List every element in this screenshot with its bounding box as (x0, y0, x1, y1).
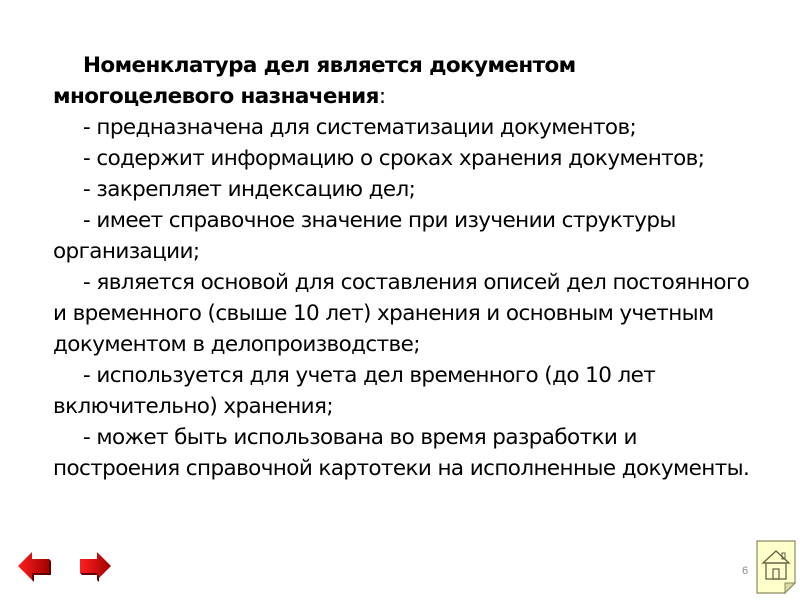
list-item: - закрепляет индексацию дел; (83, 177, 416, 202)
home-button[interactable] (754, 539, 798, 595)
next-slide-button[interactable] (78, 549, 112, 583)
list-item: - используется для учета дел временного (до 10 лет включительно) хранения; (53, 363, 656, 419)
slide-body (53, 50, 753, 484)
list-item: - содержит информацию о сроках хранения документов; (83, 146, 705, 171)
arrow-right-icon (78, 549, 112, 583)
list-item: - предназначена для систематизации документов; (83, 115, 637, 140)
prev-slide-button[interactable] (17, 549, 51, 583)
list-item: - может быть использована во время разработки и построения справочной картотеки на исполненные документы. (53, 425, 750, 481)
lead-bold-text: Номенклатура дел является документом многоцелевого назначения (53, 53, 576, 109)
lead-paragraph (53, 50, 753, 112)
list-item: - имеет справочное значение при изучении структуры организации; (53, 208, 676, 264)
home-icon (754, 539, 798, 595)
page-number: 6 (742, 565, 749, 577)
arrow-left-icon (17, 549, 51, 583)
list-item: - является основой для составления описей дел постоянного и временного (свыше 10 лет) хранения и основным учетным документом в делопроизводстве; (53, 270, 750, 357)
lead-colon: : (378, 84, 386, 109)
